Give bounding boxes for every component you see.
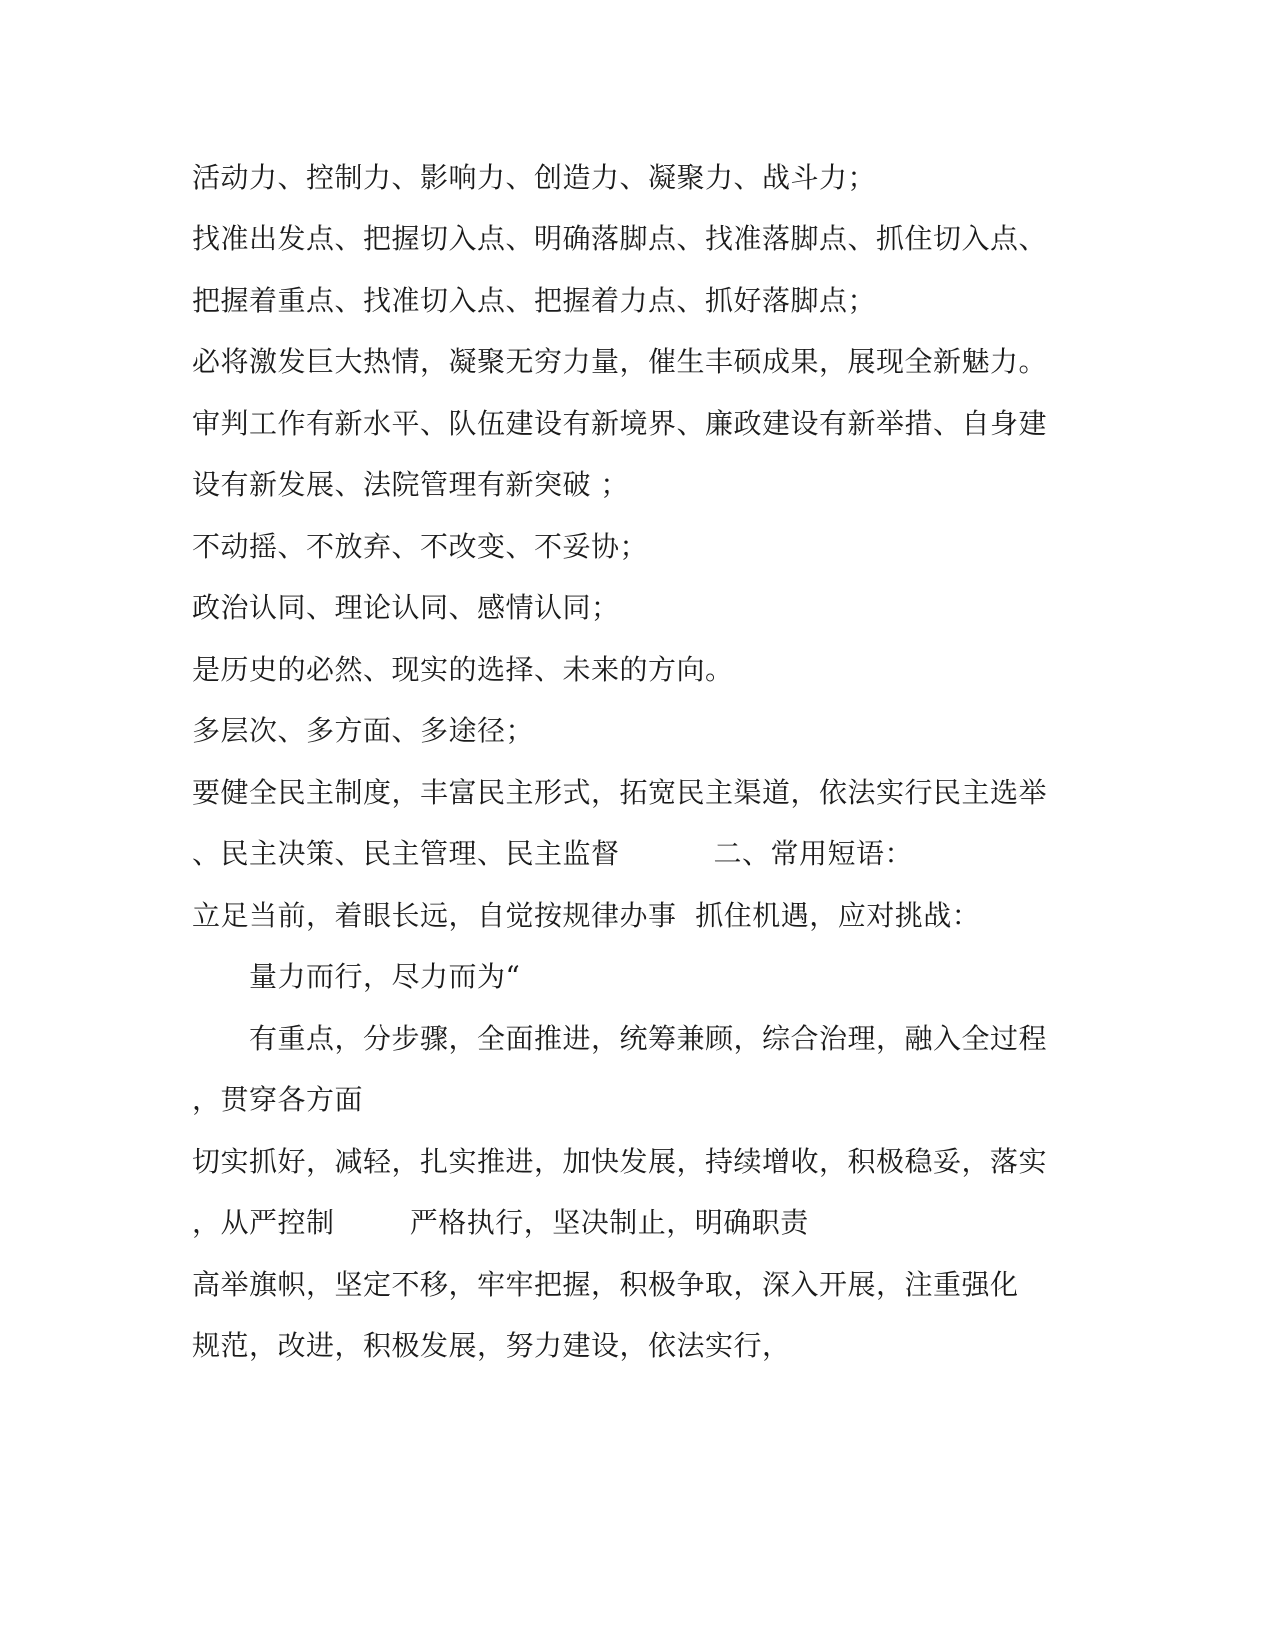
text-line: 多层次、多方面、多途径； [192, 714, 535, 747]
text-line: 找准出发点、把握切入点、明确落脚点、找准落脚点、抓住切入点、 [192, 222, 1048, 255]
text-line: ，从严控制 严格执行，坚决制止，明确职责 [192, 1206, 809, 1239]
text-line: 要健全民主制度，丰富民主形式，拓宽民主渠道，依法实行民主选举 [192, 776, 1048, 809]
text-line: ，贯穿各方面 [192, 1083, 364, 1116]
text-line: 是历史的必然、现实的选择、未来的方向。 [192, 653, 734, 686]
text-line: 、民主决策、民主管理、民主监督 二、常用短语： [192, 837, 914, 870]
text-line: 切实抓好，减轻，扎实推进，加快发展，持续增收，积极稳妥，落实 [192, 1145, 1048, 1178]
text-line: 量力而行，尽力而为“ [249, 960, 521, 993]
text-line: 立足当前，着眼长远，自觉按规律办事 抓住机遇，应对挑战： [192, 899, 981, 932]
text-line: 把握着重点、找准切入点、把握着力点、抓好落脚点； [192, 284, 877, 317]
text-line: 活动力、控制力、影响力、创造力、凝聚力、战斗力； [192, 161, 877, 194]
text-line: 规范，改进，积极发展，努力建设，依法实行， [192, 1329, 791, 1362]
text-line: 有重点，分步骤，全面推进，统筹兼顾，综合治理，融入全过程 [249, 1022, 1048, 1055]
text-line: 高举旗帜，坚定不移，牢牢把握，积极争取，深入开展，注重强化 [192, 1268, 1019, 1301]
text-line: 不动摇、不放弃、不改变、不妥协； [192, 530, 649, 563]
text-line: 审判工作有新水平、队伍建设有新境界、廉政建设有新举措、自身建 [192, 407, 1048, 440]
text-line: 必将激发巨大热情，凝聚无穷力量，催生丰硕成果，展现全新魅力。 [192, 345, 1048, 378]
text-line: 设有新发展、法院管理有新突破 ； [192, 468, 629, 501]
text-line: 政治认同、理论认同、感情认同； [192, 591, 620, 624]
